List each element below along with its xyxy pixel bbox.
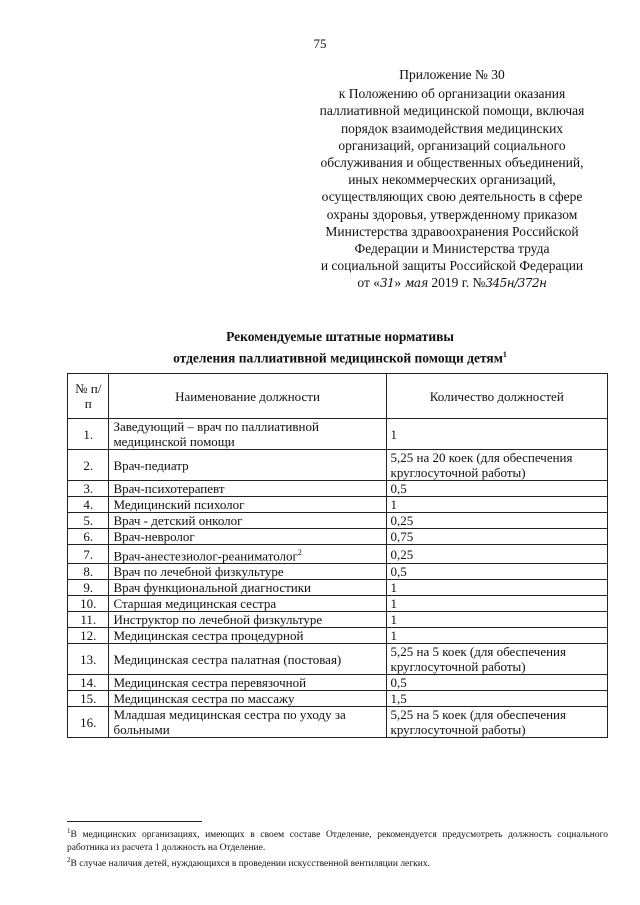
table-row	[68, 612, 608, 628]
row-count: 0,5	[386, 481, 607, 497]
table-row	[68, 545, 608, 564]
row-position	[109, 628, 386, 644]
row-position	[109, 513, 386, 529]
position-name: Врач-психотерапевт	[113, 481, 225, 496]
document-title	[100, 328, 580, 368]
title-line-1: Рекомендуемые штатные нормативы	[226, 329, 454, 344]
row-position	[109, 580, 386, 596]
row-position	[109, 545, 386, 564]
appendix-line: Федерации и Министерства труда	[354, 241, 550, 257]
position-name: Врач по лечебной физкультуре	[113, 564, 284, 580]
row-number: 9.	[68, 580, 109, 596]
position-name: Медицинская сестра по массажу	[113, 691, 295, 707]
footnote-text: В случае наличия детей, нуждающихся в проведении искусственной вентиляции легких.	[70, 859, 430, 870]
position-name: Заведующий – врач по паллиативной медицинской помощи	[113, 419, 319, 449]
order-day: 31	[380, 276, 395, 291]
header-name: Наименование должности	[109, 374, 386, 419]
row-number: 5.	[68, 513, 109, 529]
row-position	[109, 596, 386, 612]
table-row	[68, 529, 608, 545]
table-row	[68, 675, 608, 691]
row-count: 1	[386, 628, 607, 644]
footnote-text: В медицинских организациях, имеющих в своем составе Отделение, рекомендуется предусмотреть должность социального работника из расчета 1 должность на Отделение.	[67, 830, 608, 853]
row-number: 16.	[68, 707, 109, 738]
appendix-line: Министерства здравоохранения Российской	[325, 223, 579, 239]
position-name: Врач функциональной диагностики	[113, 580, 312, 596]
footnote-mark: 1	[67, 827, 71, 835]
row-number: 4.	[68, 497, 109, 513]
row-count: 1	[386, 419, 607, 450]
position-name: Врач-анестезиолог-реаниматолог	[113, 548, 298, 564]
row-count: 1	[386, 596, 607, 612]
position-name: Врач-невролог	[113, 529, 195, 544]
row-count: 0,25	[386, 545, 607, 564]
footnote-divider	[67, 821, 202, 822]
row-number: 6.	[68, 529, 109, 545]
row-position	[109, 497, 386, 513]
row-count: 0,75	[386, 529, 607, 545]
row-position	[109, 675, 386, 691]
row-count: 1	[386, 497, 607, 513]
footnotes	[67, 825, 608, 871]
table-row	[68, 580, 608, 596]
footnote	[67, 854, 608, 871]
position-name: Медицинская сестра процедурной	[113, 628, 304, 644]
row-position	[109, 529, 386, 545]
row-number: 11.	[68, 612, 109, 628]
position-name: Медицинская сестра перевязочной	[113, 675, 307, 691]
table-body	[68, 419, 608, 738]
title-line-2: отделения паллиативной медицинской помощи детям	[173, 350, 503, 366]
row-count: 5,25 на 5 коек (для обеспечения круглосуточной работы)	[386, 707, 607, 738]
position-name: Старшая медицинская сестра	[113, 596, 277, 612]
table-row	[68, 450, 608, 481]
footnote-mark: 2	[67, 856, 71, 865]
row-count: 0,5	[386, 564, 607, 580]
staff-table	[67, 373, 608, 738]
table-row	[68, 513, 608, 529]
table-row	[68, 628, 608, 644]
title-footnote-mark: 1	[502, 350, 507, 359]
row-count: 0,5	[386, 675, 607, 691]
position-name: Медицинская сестра палатная (постовая)	[113, 651, 342, 667]
table-row	[68, 644, 608, 675]
order-number: 345н/372н	[485, 276, 547, 291]
row-number: 8.	[68, 564, 109, 580]
row-number: 12.	[68, 628, 109, 644]
position-footnote-mark: 2	[297, 548, 302, 557]
row-count: 5,25 на 5 коек (для обеспечения круглосуточной работы)	[386, 644, 607, 675]
table-row	[68, 481, 608, 497]
order-mid: »	[394, 275, 405, 291]
appendix-line: иных некоммерческих организаций,	[348, 172, 556, 188]
appendix-line: охраны здоровья, утвержденному приказом	[326, 206, 578, 222]
order-prefix: от «	[357, 275, 381, 291]
row-position	[109, 450, 386, 481]
position-name: Врач - детский онколог	[113, 513, 243, 528]
row-number: 3.	[68, 481, 109, 497]
row-number: 14.	[68, 675, 109, 691]
order-month: мая	[404, 276, 428, 291]
table-row	[68, 497, 608, 513]
row-position	[109, 481, 386, 497]
appendix-line: порядок взаимодействия медицинских	[340, 120, 564, 136]
row-position	[109, 564, 386, 580]
appendix-line: паллиативной медицинской помощи, включая	[319, 103, 585, 119]
row-position	[109, 707, 386, 738]
order-year-text: 2019 г. №	[428, 275, 486, 291]
row-number: 7.	[68, 545, 109, 564]
appendix-lines	[296, 85, 608, 274]
appendix-line: осуществляющих свою деятельность в сфере	[321, 189, 583, 205]
row-position	[109, 644, 386, 675]
appendix-line: и социальной защиты Российской Федерации	[320, 258, 584, 274]
appendix-title: Приложение № 30	[399, 67, 505, 82]
row-number: 1.	[68, 419, 109, 450]
appendix-line: обслуживания и общественных объединений,	[320, 155, 584, 171]
order-line	[296, 274, 608, 292]
header-count: Количество должностей	[386, 374, 607, 419]
row-number: 15.	[68, 691, 109, 707]
appendix-header	[296, 66, 608, 293]
row-count: 1	[386, 612, 607, 628]
appendix-line: к Положению об организации оказания	[338, 86, 566, 102]
row-number: 13.	[68, 644, 109, 675]
position-name: Младшая медицинская сестра по уходу за больными	[113, 707, 346, 738]
table-header-row	[68, 374, 608, 419]
table-row	[68, 564, 608, 580]
footnote	[67, 825, 608, 854]
row-count: 1	[386, 580, 607, 596]
row-number: 10.	[68, 596, 109, 612]
table-row	[68, 596, 608, 612]
appendix-line: организаций, организаций социального	[338, 137, 566, 153]
row-position	[109, 691, 386, 707]
row-position	[109, 612, 386, 628]
position-name: Медицинский психолог	[113, 497, 245, 512]
table-row	[68, 691, 608, 707]
row-number: 2.	[68, 450, 109, 481]
position-name: Инструктор по лечебной физкультуре	[113, 612, 323, 628]
table-row	[68, 707, 608, 738]
position-name: Врач-педиатр	[113, 457, 189, 473]
page-number: 75	[313, 36, 327, 51]
row-count: 5,25 на 20 коек (для обеспечения круглосуточной работы)	[386, 450, 607, 481]
header-num: № п/п	[68, 374, 109, 419]
table-row	[68, 419, 608, 450]
row-count: 0,25	[386, 513, 607, 529]
row-position	[109, 419, 386, 450]
row-count: 1,5	[386, 691, 607, 707]
